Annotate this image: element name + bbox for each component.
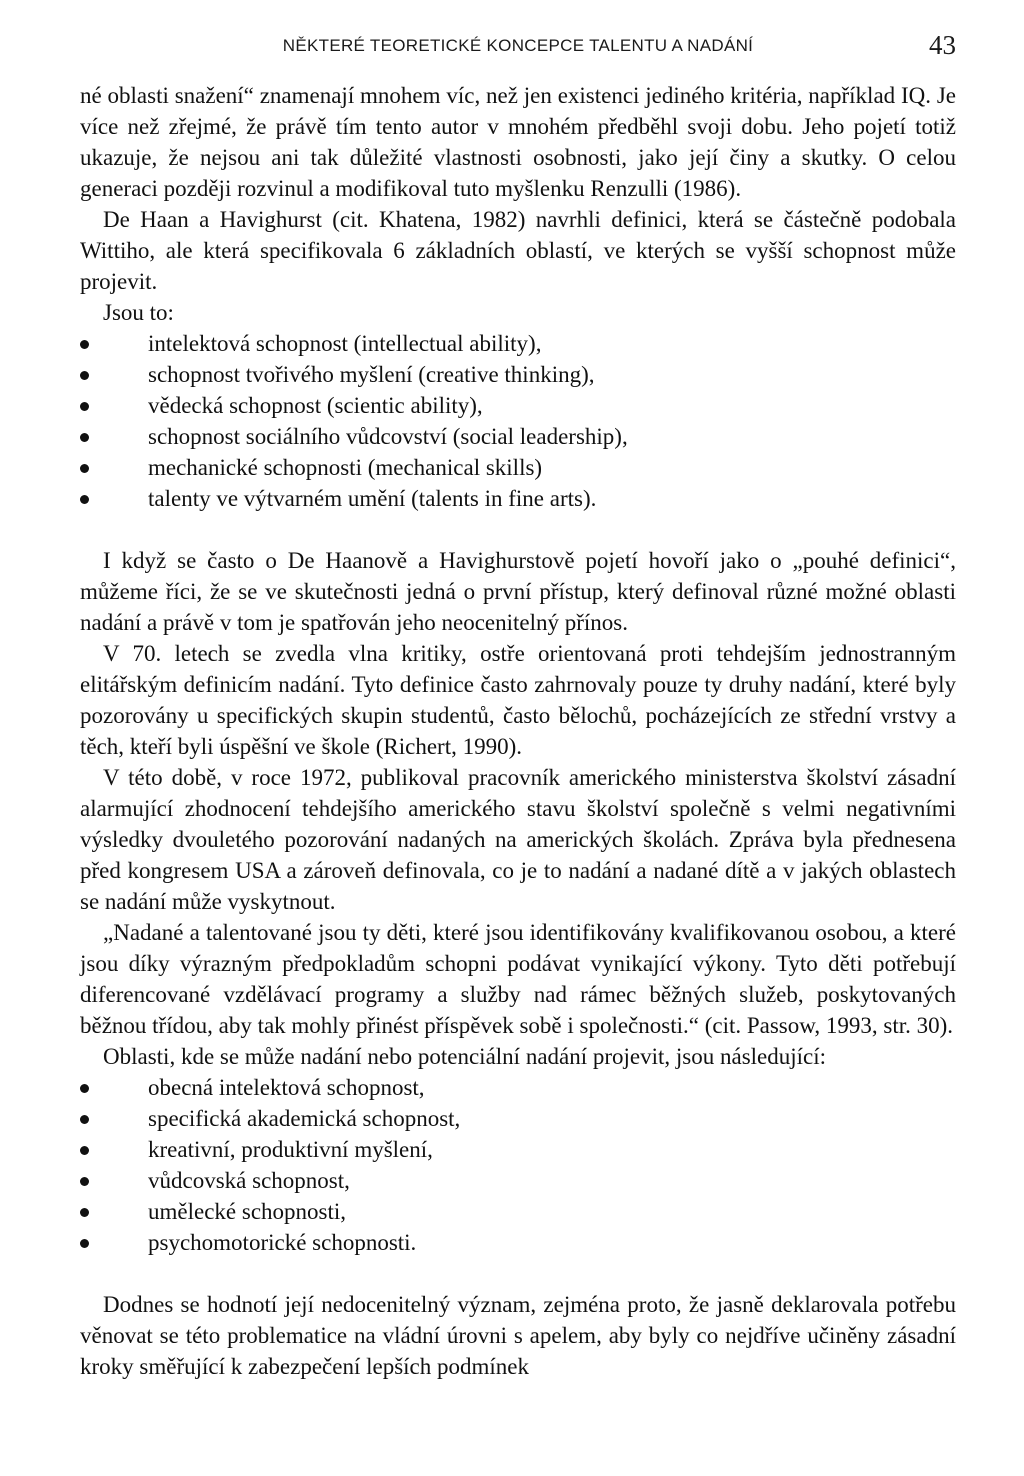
list-item [80, 1103, 956, 1134]
list-item [80, 1072, 956, 1103]
list-item-text: mechanické schopnosti (mechanical skills) [148, 455, 543, 480]
bullet-icon [80, 495, 89, 504]
bullet-icon [80, 402, 89, 411]
list-item-text: obecná intelektová schopnost, [148, 1075, 425, 1100]
running-title: NĚKTERÉ TEORETICKÉ KONCEPCE TALENTU A NADÁNÍ [282, 36, 754, 55]
paragraph-5: V 70. letech se zvedla vlna kritiky, ostře orientovaná proti tehdejším jednostranným elitářským definicím nadání. Tyto definice často zahrnovaly pouze ty druhy nadání, které byly pozorovány u specifických skupin studentů, často bělochů, pocházejících ze střední vrstvy a těch, kteří byli úspěšní ve škole (Richert, 1990). [80, 641, 956, 759]
paragraph-6: V této době, v roce 1972, publikoval pracovník amerického ministerstva školství zásadní alarmující zhodnocení tehdejšího amerického stavu školství společně s velmi negativními výsledky dvouletého pozorování nadaných na amerických školách. Zpráva byla přednesena před kongresem USA a zároveň definovala, co je to nadání a nadané dítě a v jakých oblastech se nadání může vyskytnout. [80, 765, 956, 914]
bullet-icon [80, 433, 89, 442]
list-item-text: kreativní, produktivní myšlení, [148, 1137, 433, 1162]
bullet-icon [80, 1208, 89, 1217]
list-item-text: intelektová schopnost (intellectual ability), [148, 331, 542, 356]
section-gap [80, 514, 956, 545]
list-item-text: vědecká schopnost (scientic ability), [148, 393, 483, 418]
giftedness-areas-list [80, 1072, 956, 1258]
list-item [80, 483, 956, 514]
paragraph-3: Jsou to: [103, 300, 174, 325]
list-item [80, 1165, 956, 1196]
bullet-icon [80, 371, 89, 380]
list-item-text: umělecké schopnosti, [148, 1199, 347, 1224]
list-item-text: talenty ve výtvarném umění (talents in fine arts). [148, 486, 597, 511]
paragraph-4: I když se často o De Haanově a Havighurstově pojetí hovoří jako o „pouhé definici“, můžeme říci, že se ve skutečnosti jedná o první přístup, který definoval různé možné oblasti nadání a právě v tom je spatřován jeho neocenitelný přínos. [80, 548, 956, 635]
book-page [80, 30, 956, 1382]
page-header [80, 30, 956, 66]
list-item [80, 452, 956, 483]
list-item [80, 1227, 956, 1258]
bullet-icon [80, 464, 89, 473]
talent-areas-list [80, 328, 956, 514]
list-item [80, 390, 956, 421]
bullet-icon [80, 1146, 89, 1155]
list-item-text: specifická akademická schopnost, [148, 1106, 461, 1131]
list-item [80, 1196, 956, 1227]
paragraph-2: De Haan a Havighurst (cit. Khatena, 1982) navrhli definici, která se částečně podobala Wittiho, ale která specifikovala 6 základních oblastí, ve kterých se vyšší schopnost může projevit. [80, 207, 956, 294]
section-gap [80, 1258, 956, 1289]
bullet-icon [80, 1115, 89, 1124]
page-number: 43 [929, 30, 956, 60]
list-item-text: schopnost tvořivého myšlení (creative thinking), [148, 362, 595, 387]
paragraph-7: „Nadané a talentované jsou ty děti, které jsou identifikovány kvalifikovanou osobou, a které jsou díky výrazným předpokladům schopni podávat vynikající výkony. Tyto děti potřebují diferencované vzdělávací programy a služby nad rámec běžných služeb, poskytovaných běžnou třídou, aby tak mohly přinést příspěvek sobě i společnosti.“ (cit. Passow, 1993, str. 30). [80, 920, 956, 1038]
bullet-icon [80, 1177, 89, 1186]
paragraph-1: né oblasti snažení“ znamenají mnohem víc, než jen existenci jediného kritéria, například IQ. Je více než zřejmé, že právě tím tento autor v mnohém předběhl svoji dobu. Jeho pojetí totiž ukazuje, že nejsou ani tak důležité vlastnosti osobnosti, jako její činy a skutky. O celou generaci později rozvinul a modifikoval tuto myšlenku Renzulli (1986). [80, 83, 956, 201]
bullet-icon [80, 1084, 89, 1093]
list-item [80, 359, 956, 390]
list-item [80, 1134, 956, 1165]
list-item-text: psychomotorické schopnosti. [148, 1230, 417, 1255]
bullet-icon [80, 340, 89, 349]
paragraph-9: Dodnes se hodnotí její nedocenitelný význam, zejména proto, že jasně deklarovala potřebu věnovat se této problematice na vládní úrovni s apelem, aby byly co nejdříve učiněny zásadní kroky směřující k zabezpečení lepších podmínek [80, 1292, 956, 1379]
bullet-icon [80, 1239, 89, 1248]
list-item-text: schopnost sociálního vůdcovství (social leadership), [148, 424, 628, 449]
list-item [80, 421, 956, 452]
list-item [80, 328, 956, 359]
list-item-text: vůdcovská schopnost, [148, 1168, 350, 1193]
paragraph-8: Oblasti, kde se může nadání nebo potenciální nadání projevit, jsou následující: [103, 1044, 827, 1069]
